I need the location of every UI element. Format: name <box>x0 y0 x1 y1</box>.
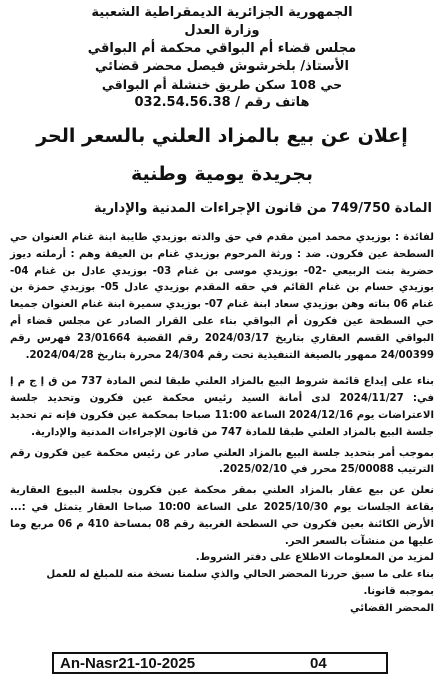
bailiff-signature: المحضر القضائي <box>349 602 434 614</box>
notice-header <box>6 4 438 112</box>
newspaper-footer <box>52 652 388 674</box>
header-republic: الجمهورية الجزائرية الديمقراطية الشعبية <box>91 5 353 20</box>
header-court: مجلس قضاء أم البواقي محكمة أم البواقي <box>87 41 357 56</box>
article-reference: المادة 749/750 من قانون الإجراءات المدنية والإدارية <box>93 201 432 216</box>
sale-paragraph: نعلن عن بيع عقار بالمزاد العلني بمقر محكمة عين فكرون بجلسة البيوع العقارية بقاعة الجلسات يوم 2025/10/30 على الساعة 10:00 صباحا العقار يتمثل في :... الأرض الكائنة بعين فكرون حي السطحة الغربية رقم 08 بمساحة 410 م 06 مربع وما عليها من منشآت بالسعر الحر. <box>10 485 435 547</box>
header-address: حي 108 سكن طريق خنشلة أم البواقي <box>101 77 343 92</box>
order-paragraph: بموجب أمر بتحديد جلسة البيع بالمزاد العلني صادر عن رئيس محكمة عين فكرون رقم الترتيب 25/00088 محرر في 2025/02/10. <box>10 447 434 476</box>
notice-subtitle: بجريدة يومية وطنية <box>130 163 314 185</box>
deposit-paragraph: بناء على إيداع قائمة شروط البيع بالمزاد العلني طبقا لنص المادة 737 من ق إ ج م إ في: 2024/11/27 لدى أمانة السيد رئيس محكمة عين فكرون وتحديد جلسة الاعتراضات يوم 2024/12/16 الساعة 11:00 صباحا بمحكمة عين فكرون فإنه تم تحديد جلسة البيع بالمزاد العلني طبقا للمادة 747 من قانون الإجراءات المدنية والإدارية. <box>10 376 434 438</box>
closing-line: بناء على ما سبق حررنا المحضر الحالي والذي سلمنا نسخة منه للمبلغ له للعمل بموجبه قانونا. <box>46 569 434 597</box>
notice-title: إعلان عن بيع بالمزاد العلني بالسعر الحر <box>36 125 408 147</box>
legal-notice-page <box>6 4 438 650</box>
page-number: 04 <box>310 654 327 672</box>
header-phone: هاتف رقم / 032.54.56.38 <box>134 95 310 110</box>
info-line: لمزيد من المعلومات الاطلاع على دفتر الشروط. <box>195 552 434 564</box>
publication-date: An-Nasr21-10-2025 <box>60 654 196 672</box>
header-bailiff: الأستاذ/ بلخرشوش فيصل محضر قضائي <box>95 59 349 74</box>
parties-paragraph: لفائدة : بوزيدي محمد امين مقدم في حق والدته بوزيدي طايبة ابنة غنام العنوان حي السطحة عين فكرون. ضد : ورثة المرحوم بوزيدي غنام بن العيفة وهم : أرملته ديوز حضرية بنت الربيعي -02- بوزيدي موسى بن غنام 03- بوزيدي عادل بن غنام 04- بوزيدي حسام بن غنام القائم في حقه المقدم بوزيدي عادل 05- بوزيدي حمزة بن غنام 06 بناته وهن بوزيدي سعاد ابنة غنام 07- بوزيدي سميرة ابنة غنام العنوان جميعا حي السطحة عين فكرون أم البواقي بناء على القرار الصادر عن مجلس قضاء أم البواقي القسم العقاري بتاريخ 2024/03/17 رقم القضية 23/01664 فهرس رقم 24/00399 ممهور بالصيغة التنفيذية تحت رقم 24/304 محررة بتاريخ 2024/04/28. <box>10 232 435 361</box>
header-ministry: وزارة العدل <box>184 23 260 38</box>
